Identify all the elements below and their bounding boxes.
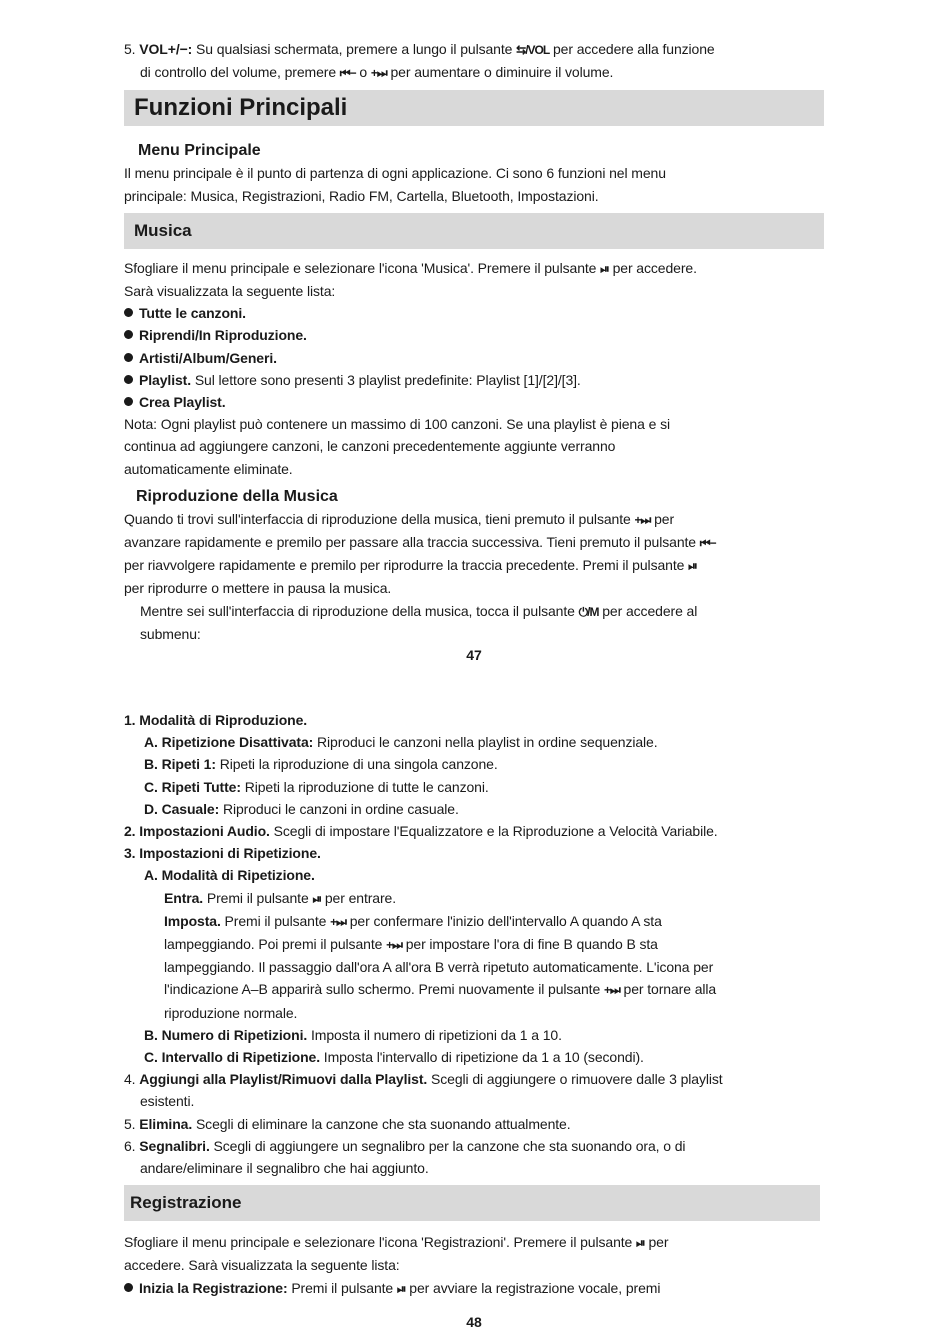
bullet-icon — [124, 308, 133, 317]
imposta-line-1: Imposta. Premi il pulsante +⏭ per confermare l'inizio dell'intervallo A quando A sta — [164, 912, 662, 929]
prev-icon: ⏮− — [339, 66, 356, 81]
play-pause-icon: ⏯ — [688, 559, 697, 574]
list-item: Tutte le canzoni. — [124, 302, 824, 324]
list-item: 3. Impostazioni di Ripetizione. — [124, 845, 321, 862]
list-item: B. Numero di Ripetizioni. Imposta il numero di ripetizioni da 1 a 10. — [144, 1026, 562, 1043]
imposta-line-3: lampeggiando. Il passaggio dall'ora A all'ora B verrà ripetuto automaticamente. L'icona per — [164, 959, 714, 976]
next-icon: +⏭ — [634, 512, 651, 527]
playback-text-2: avanzare rapidamente e premilo per passare alla traccia successiva. Tieni premuto il pulsante ⏮− — [124, 534, 716, 551]
list-item: C. Intervallo di Ripetizione. Imposta l'intervallo di ripetizione da 1 a 10 (secondi). — [144, 1049, 644, 1066]
list-item: Artisti/Album/Generi. — [124, 347, 824, 369]
list-item: 2. Impostazioni Audio. Scegli di impostare l'Equalizzatore e la Riproduzione a Velocità Variabile. — [124, 823, 718, 840]
rec-intro-1: Sfogliare il menu principale e selezionare l'icona 'Registrazioni'. Premere il pulsante ⏯ per — [124, 1234, 669, 1251]
entra-line: Entra. Premi il pulsante ⏯ per entrare. — [164, 889, 397, 906]
music-intro-2: Sarà visualizzata la seguente lista: — [124, 283, 336, 300]
playback-text-1: Quando ti trovi sull'interfaccia di riproduzione della musica, tieni premuto il pulsante +⏭ per — [124, 510, 675, 527]
bullet-icon — [124, 330, 133, 339]
list-item: 4. Aggiungi alla Playlist/Rimuovi dalla Playlist. Scegli di aggiungere o rimuovere dalle 3 playlist — [124, 1071, 723, 1088]
list-item: Inizia la Registrazione: Premi il pulsante ⏯ per avviare la registrazione vocale, premi — [124, 1277, 824, 1300]
imposta-line-2: lampeggiando. Poi premi il pulsante +⏭ per impostare l'ora di fine B quando B sta — [164, 936, 658, 953]
play-pause-icon: ⏯ — [396, 1281, 406, 1296]
list-item: 6. Segnalibri. Scegli di aggiungere un segnalibro per la canzone che sta suonando ora, o di — [124, 1137, 686, 1154]
bullet-icon — [124, 397, 133, 406]
next-icon: +⏭ — [386, 938, 402, 953]
playback-title: Riproduzione della Musica — [136, 487, 338, 505]
music-intro-1: Sfogliare il menu principale e selezionare l'icona 'Musica'. Premere il pulsante ⏯ per accedere. — [124, 259, 697, 276]
list-item: 5. Elimina. Scegli di eliminare la canzone che sta suonando attualmente. — [124, 1115, 571, 1132]
note-1: Nota: Ogni playlist può contenere un massimo di 100 canzoni. Se una playlist è piena e si — [124, 416, 670, 433]
next-icon: +⏭ — [603, 983, 620, 998]
next-icon: +⏭ — [330, 914, 346, 929]
playback-text-6: submenu: — [140, 625, 201, 642]
power-mode-icon: ⏻/M — [578, 604, 599, 619]
page-47 — [124, 38, 824, 663]
vol-icon: ⇆/VOL — [516, 43, 550, 57]
list-item: A. Ripetizione Disattivata: Riproduci le canzoni nella playlist in ordine sequenziale. — [144, 734, 658, 751]
list-item: A. Modalità di Ripetizione. — [144, 867, 315, 884]
imposta-line-4: l'indicazione A–B apparirà sullo schermo. Premi nuovamente il pulsante +⏭ per tornare alla — [164, 981, 717, 998]
menu-text-2: principale: Musica, Registrazioni, Radio FM, Cartella, Bluetooth, Impostazioni. — [124, 187, 599, 204]
list-item: 1. Modalità di Riproduzione. — [124, 712, 308, 728]
page-number: 48 — [466, 1313, 482, 1330]
note-2: continua ad aggiungere canzoni, le canzoni precedentemente aggiunte verranno — [124, 438, 616, 455]
list-item: Riprendi/In Riproduzione. — [124, 324, 824, 346]
list-item: C. Ripeti Tutte: Ripeti la riproduzione di tutte le canzoni. — [144, 778, 489, 795]
menu-title: Menu Principale — [138, 142, 261, 160]
rec-intro-2: accedere. Sarà visualizzata la seguente lista: — [124, 1257, 400, 1274]
playback-text-4: per riprodurre o mettere in pausa la musica. — [124, 580, 392, 597]
play-pause-icon: ⏯ — [600, 261, 609, 276]
menu-text-1: Il menu principale è il punto di partenza di ogni applicazione. Ci sono 6 funzioni nel menu — [124, 165, 666, 182]
list-item: Crea Playlist. — [124, 391, 824, 413]
bullet-icon — [124, 1283, 133, 1292]
bullet-icon — [124, 375, 133, 384]
section-heading-recording: Registrazione — [124, 1185, 820, 1221]
play-pause-icon: ⏯ — [636, 1236, 645, 1251]
playback-text-5: Mentre sei sull'interfaccia di riproduzione della musica, tocca il pulsante ⏻/M per accedere al — [140, 602, 698, 619]
list-item-cont: esistenti. — [140, 1093, 195, 1110]
note-3: automaticamente eliminate. — [124, 460, 293, 477]
list-item: Playlist. Sul lettore sono presenti 3 playlist predefinite: Playlist [1]/[2]/[3]. — [124, 369, 824, 391]
page-48 — [124, 709, 824, 1330]
section-heading-music: Musica — [124, 213, 824, 249]
list-item: B. Ripeti 1: Ripeti la riproduzione di una singola canzone. — [144, 756, 498, 773]
prev-icon: ⏮− — [699, 536, 716, 551]
play-pause-icon: ⏯ — [312, 891, 322, 906]
next-icon: +⏭ — [370, 66, 387, 81]
page-number: 47 — [466, 647, 482, 664]
imposta-line-5: riproduzione normale. — [164, 1004, 298, 1021]
vol-line-2: di controllo del volume, premere ⏮− o +⏭ per aumentare o diminuire il volume. — [140, 64, 614, 81]
playback-text-3: per riavvolgere rapidamente e premilo per riprodurre la traccia precedente. Premi il pulsante ⏯ — [124, 557, 697, 574]
vol-line-1: 5. VOL+/−: Su qualsiasi schermata, premere a lungo il pulsante ⇆/VOL per accedere alla funzione — [124, 41, 715, 57]
list-item: D. Casuale: Riproduci le canzoni in ordine casuale. — [144, 800, 459, 817]
bullet-icon — [124, 353, 133, 362]
list-item-cont: andare/eliminare il segnalibro che hai aggiunto. — [140, 1160, 429, 1177]
section-heading-main: Funzioni Principali — [124, 90, 824, 126]
